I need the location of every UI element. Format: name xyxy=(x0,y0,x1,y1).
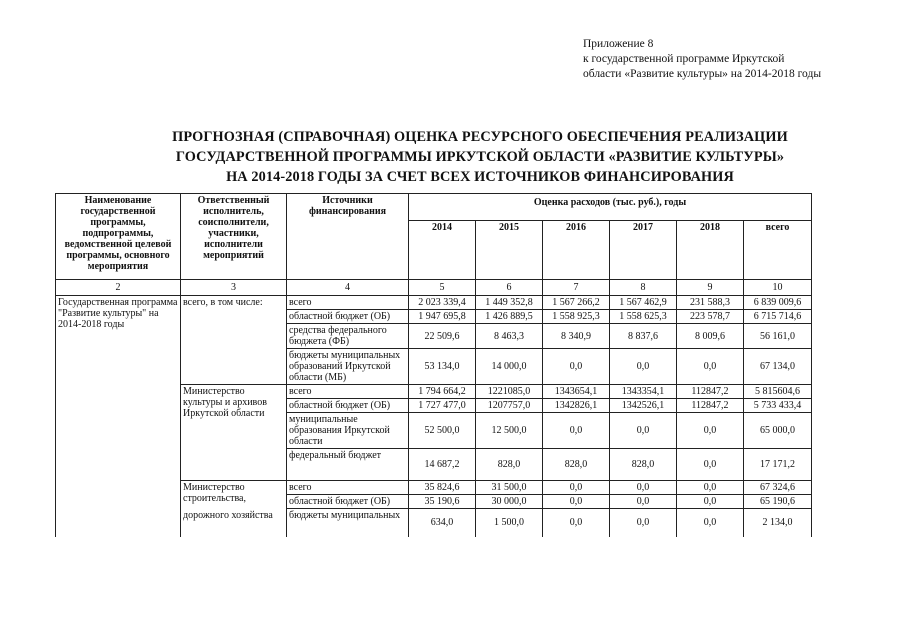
value-cell: 67 134,0 xyxy=(744,349,812,385)
source-cell: бюджеты муниципальных образований Иркутской области (МБ) xyxy=(287,349,409,385)
value-cell: 1 558 925,3 xyxy=(543,310,610,324)
source-cell: муниципальные образования Иркутской области xyxy=(287,413,409,449)
value-cell: 0,0 xyxy=(610,509,677,537)
value-cell: 35 824,6 xyxy=(409,481,476,495)
column-number: 6 xyxy=(476,280,543,296)
document-title xyxy=(60,127,900,187)
column-number: 7 xyxy=(543,280,610,296)
column-number: 10 xyxy=(744,280,812,296)
value-cell: 17 171,2 xyxy=(744,449,812,481)
header-name: Наименование государственной программы, подпрограммы, ведомственной целевой программы, основного мероприятия xyxy=(56,194,181,280)
value-cell: 1 727 477,0 xyxy=(409,399,476,413)
value-cell: 1343654,1 xyxy=(543,385,610,399)
executor-cell: всего, в том числе: xyxy=(181,296,287,385)
column-number: 5 xyxy=(409,280,476,296)
title-line: ГОСУДАРСТВЕННОЙ ПРОГРАММЫ ИРКУТСКОЙ ОБЛАСТИ «РАЗВИТИЕ КУЛЬТУРЫ» xyxy=(175,149,785,165)
header-executor: Ответственный исполнитель, соисполнители, участники, исполнители мероприятий xyxy=(181,194,287,280)
value-cell: 1221085,0 xyxy=(476,385,543,399)
value-cell: 56 161,0 xyxy=(744,324,812,349)
header-estimate: Оценка расходов (тыс. руб.), годы xyxy=(409,194,812,221)
value-cell: 0,0 xyxy=(543,413,610,449)
executor-cell: дорожного хозяйства xyxy=(181,509,287,537)
value-cell: 0,0 xyxy=(543,349,610,385)
column-number: 4 xyxy=(287,280,409,296)
value-cell: 1342826,1 xyxy=(543,399,610,413)
program-name: Государственная программа "Развитие культуры" на 2014-2018 годы xyxy=(56,296,181,537)
header-year: 2015 xyxy=(476,221,543,280)
appendix-note xyxy=(583,37,821,82)
financing-table xyxy=(55,193,812,537)
value-cell: 35 190,6 xyxy=(409,495,476,509)
value-cell: 22 509,6 xyxy=(409,324,476,349)
source-cell: всего xyxy=(287,385,409,399)
value-cell: 112847,2 xyxy=(677,399,744,413)
value-cell: 8 340,9 xyxy=(543,324,610,349)
value-cell: 112847,2 xyxy=(677,385,744,399)
value-cell: 12 500,0 xyxy=(476,413,543,449)
appendix-line: области «Развитие культуры» на 2014-2018 годы xyxy=(583,68,822,80)
value-cell: 1 567 266,2 xyxy=(543,296,610,310)
value-cell: 828,0 xyxy=(610,449,677,481)
value-cell: 5 815604,6 xyxy=(744,385,812,399)
value-cell: 1 426 889,5 xyxy=(476,310,543,324)
title-line: ПРОГНОЗНАЯ (СПРАВОЧНАЯ) ОЦЕНКА РЕСУРСНОГО ОБЕСПЕЧЕНИЯ РЕАЛИЗАЦИИ xyxy=(172,129,788,145)
column-number: 8 xyxy=(610,280,677,296)
value-cell: 0,0 xyxy=(543,495,610,509)
value-cell: 8 463,3 xyxy=(476,324,543,349)
appendix-line: Приложение 8 xyxy=(583,38,654,50)
value-cell: 1343354,1 xyxy=(610,385,677,399)
value-cell: 0,0 xyxy=(610,413,677,449)
value-cell: 0,0 xyxy=(677,495,744,509)
column-number: 2 xyxy=(56,280,181,296)
value-cell: 0,0 xyxy=(677,481,744,495)
value-cell: 223 578,7 xyxy=(677,310,744,324)
value-cell: 6 839 009,6 xyxy=(744,296,812,310)
value-cell: 1342526,1 xyxy=(610,399,677,413)
value-cell: 1 558 625,3 xyxy=(610,310,677,324)
value-cell: 0,0 xyxy=(543,481,610,495)
value-cell: 0,0 xyxy=(610,495,677,509)
executor-cell: Министерство строительства, xyxy=(181,481,287,509)
value-cell: 14 000,0 xyxy=(476,349,543,385)
source-cell: всего xyxy=(287,481,409,495)
value-cell: 0,0 xyxy=(543,509,610,537)
header-year: 2017 xyxy=(610,221,677,280)
value-cell: 828,0 xyxy=(543,449,610,481)
value-cell: 1 947 695,8 xyxy=(409,310,476,324)
executor-cell: Министерство культуры и архивов Иркутской области xyxy=(181,385,287,481)
source-cell: федеральный бюджет xyxy=(287,449,409,481)
column-number: 3 xyxy=(181,280,287,296)
value-cell: 2 134,0 xyxy=(744,509,812,537)
header-year: всего xyxy=(744,221,812,280)
value-cell: 2 023 339,4 xyxy=(409,296,476,310)
value-cell: 0,0 xyxy=(610,349,677,385)
header-source: Источники финансирования xyxy=(287,194,409,280)
value-cell: 1 794 664,2 xyxy=(409,385,476,399)
value-cell: 0,0 xyxy=(677,413,744,449)
value-cell: 31 500,0 xyxy=(476,481,543,495)
appendix-line: к государственной программе Иркутской xyxy=(583,53,785,65)
value-cell: 8 837,6 xyxy=(610,324,677,349)
value-cell: 828,0 xyxy=(476,449,543,481)
value-cell: 65 190,6 xyxy=(744,495,812,509)
value-cell: 14 687,2 xyxy=(409,449,476,481)
header-year: 2018 xyxy=(677,221,744,280)
value-cell: 67 324,6 xyxy=(744,481,812,495)
value-cell: 1 567 462,9 xyxy=(610,296,677,310)
value-cell: 1207757,0 xyxy=(476,399,543,413)
source-cell: средства федерального бюджета (ФБ) xyxy=(287,324,409,349)
value-cell: 231 588,3 xyxy=(677,296,744,310)
column-number: 9 xyxy=(677,280,744,296)
value-cell: 65 000,0 xyxy=(744,413,812,449)
value-cell: 0,0 xyxy=(677,449,744,481)
value-cell: 1 449 352,8 xyxy=(476,296,543,310)
header-year: 2014 xyxy=(409,221,476,280)
value-cell: 53 134,0 xyxy=(409,349,476,385)
value-cell: 8 009,6 xyxy=(677,324,744,349)
value-cell: 30 000,0 xyxy=(476,495,543,509)
value-cell: 52 500,0 xyxy=(409,413,476,449)
column-number-row xyxy=(56,280,812,296)
table-row xyxy=(56,296,812,310)
value-cell: 0,0 xyxy=(610,481,677,495)
value-cell: 5 733 433,4 xyxy=(744,399,812,413)
source-cell: всего xyxy=(287,296,409,310)
value-cell: 634,0 xyxy=(409,509,476,537)
value-cell: 1 500,0 xyxy=(476,509,543,537)
value-cell: 0,0 xyxy=(677,349,744,385)
source-cell: бюджеты муниципальных xyxy=(287,509,409,537)
source-cell: областной бюджет (ОБ) xyxy=(287,495,409,509)
value-cell: 0,0 xyxy=(677,509,744,537)
value-cell: 6 715 714,6 xyxy=(744,310,812,324)
title-line: НА 2014-2018 ГОДЫ ЗА СЧЕТ ВСЕХ ИСТОЧНИКОВ ФИНАНСИРОВАНИЯ xyxy=(226,169,734,185)
source-cell: областной бюджет (ОБ) xyxy=(287,399,409,413)
source-cell: областной бюджет (ОБ) xyxy=(287,310,409,324)
header-year: 2016 xyxy=(543,221,610,280)
